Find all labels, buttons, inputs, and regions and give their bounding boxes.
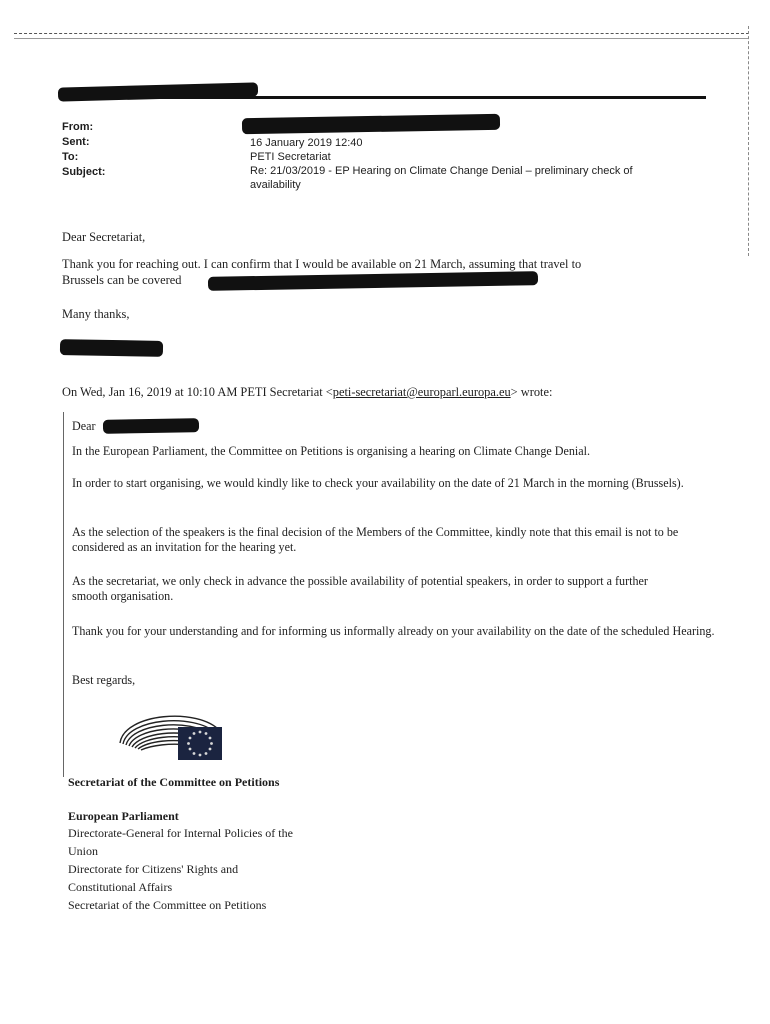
reply-greeting: Dear Secretariat, xyxy=(62,230,146,244)
reply-paragraph-line-2: Brussels can be covered xyxy=(62,273,182,287)
signature-org: European Parliament xyxy=(68,809,179,823)
sent-value: 16 January 2019 12:40 xyxy=(250,137,363,149)
redacted-reply-signature xyxy=(60,339,163,357)
quoted-paragraph-5: Thank you for your understanding and for informing us informally already on your availability on the date of the scheduled Hearing. xyxy=(72,624,715,638)
quoted-intro xyxy=(62,385,712,400)
header-rule xyxy=(60,96,706,99)
signature-title: Secretariat of the Committee on Petitions xyxy=(68,775,280,789)
redacted-reply-text xyxy=(208,271,538,291)
secretariat-email-link[interactable]: peti-secretariat@europarl.europa.eu xyxy=(332,385,511,399)
quote-bar xyxy=(63,412,64,777)
signature-line-4: Constitutional Affairs xyxy=(68,880,173,894)
to-label: To: xyxy=(62,151,79,163)
sent-label: Sent: xyxy=(62,136,90,148)
reply-paragraph-line-1: Thank you for reaching out. I can confirm that I would be available on 21 March, assuming that travel to xyxy=(62,257,582,271)
quoted-intro-prefix: On Wed, Jan 16, 2019 at 10:10 AM PETI Secretariat < xyxy=(62,385,333,399)
subject-label: Subject: xyxy=(62,166,106,178)
signature-line-5: Secretariat of the Committee on Petitions xyxy=(68,898,267,912)
signature-line-2: Union xyxy=(68,844,98,858)
scan-right-border xyxy=(748,26,749,256)
quoted-regards: Best regards, xyxy=(72,673,136,687)
subject-value: Re: 21/03/2019 - EP Hearing on Climate Change Denial – preliminary check of availability xyxy=(250,165,633,191)
quoted-dear: Dear xyxy=(72,419,96,433)
from-label: From: xyxy=(62,121,94,133)
quoted-paragraph-1: In the European Parliament, the Committee on Petitions is organising a hearing on Climate Change Denial. xyxy=(72,444,591,458)
european-parliament-logo-icon xyxy=(114,703,224,761)
signature-line-3: Directorate for Citizens' Rights and xyxy=(68,862,239,876)
scan-top-border-secondary xyxy=(14,38,749,39)
reply-closing: Many thanks, xyxy=(62,307,130,321)
quoted-intro-suffix: > wrote: xyxy=(510,385,553,399)
redacted-recipient-name xyxy=(103,418,199,434)
signature-line-1: Directorate-General for Internal Policies of the xyxy=(68,826,293,840)
quoted-paragraph-2: In order to start organising, we would kindly like to check your availability on the date of 21 March in the morning (Brussels). xyxy=(72,476,684,490)
redacted-from-value xyxy=(242,114,500,135)
to-value: PETI Secretariat xyxy=(250,151,331,163)
scan-top-border xyxy=(14,33,749,34)
quoted-paragraph-3: As the selection of the speakers is the final decision of the Members of the Committee, kindly note that this email is not to be considered as an invitation for the hearing yet. xyxy=(72,525,679,554)
quoted-paragraph-4: As the secretariat, we only check in advance the possible availability of potential speakers, in order to support a further smooth organisation. xyxy=(72,574,648,603)
